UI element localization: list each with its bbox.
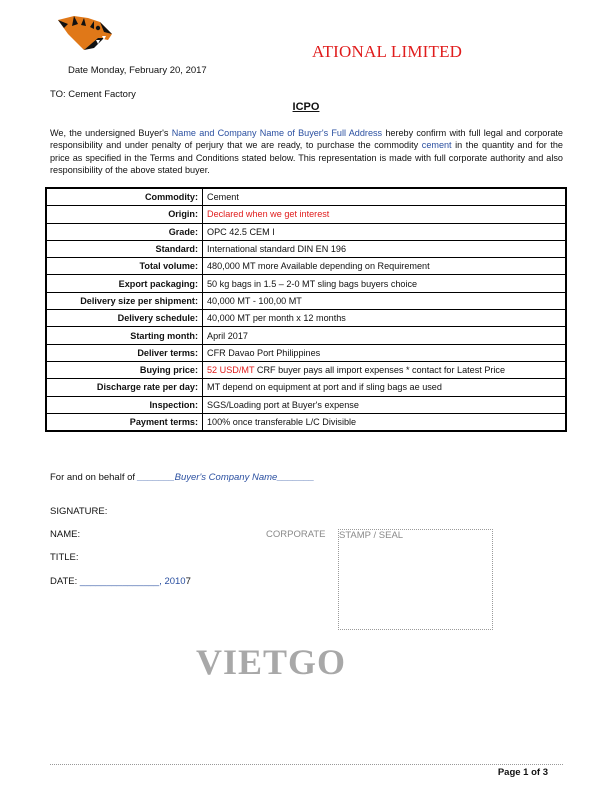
terms-row <box>46 327 566 344</box>
term-label: Delivery schedule: <box>46 310 203 327</box>
term-value: OPC 42.5 CEM I <box>203 223 567 240</box>
terms-row <box>46 344 566 361</box>
name-label: NAME: <box>50 529 81 540</box>
term-value: 100% once transferable L/C Divisible <box>203 413 567 431</box>
date-label: DATE: <box>50 576 80 587</box>
company-name: ATIONAL LIMITED <box>312 42 463 61</box>
terms-row <box>46 240 566 257</box>
term-value: SGS/Loading port at Buyer's expense <box>203 396 567 413</box>
term-value: Cement <box>203 188 567 206</box>
terms-row <box>46 223 566 240</box>
date-suffix: 7 <box>185 576 191 587</box>
letter-date: Date Monday, February 20, 2017 <box>68 65 207 76</box>
term-label: Commodity: <box>46 188 203 206</box>
term-label: Grade: <box>46 223 203 240</box>
document-title: ICPO <box>292 101 320 113</box>
terms-row <box>46 188 566 206</box>
term-label: Inspection: <box>46 396 203 413</box>
date-blank: _______________, 2010 <box>79 576 186 587</box>
terms-row <box>46 361 566 378</box>
term-value: 40,000 MT - 100,00 MT <box>203 292 567 309</box>
behalf-prefix: For and on behalf of <box>50 472 138 483</box>
term-value: International standard DIN EN 196 <box>203 240 567 257</box>
terms-row <box>46 310 566 327</box>
term-value: 40,000 MT per month x 12 months <box>203 310 567 327</box>
commodity-highlight: cement <box>421 140 452 151</box>
price-note: CRF buyer pays all import expenses * contact for Latest Price <box>254 365 506 376</box>
term-label: Total volume: <box>46 258 203 275</box>
term-label: Starting month: <box>46 327 203 344</box>
term-label: Discharge rate per day: <box>46 379 203 396</box>
terms-row <box>46 413 566 431</box>
terms-row <box>46 379 566 396</box>
buyer-company-placeholder: _______Buyer's Company Name_______ <box>137 472 315 483</box>
title-label: TITLE: <box>50 552 79 563</box>
term-value: 50 kg bags in 1.5 – 2-0 MT sling bags buyers choice <box>203 275 567 292</box>
signature-label: SIGNATURE: <box>50 506 108 517</box>
term-label: Standard: <box>46 240 203 257</box>
footer-divider <box>50 764 563 765</box>
term-label: Deliver terms: <box>46 344 203 361</box>
term-value <box>203 361 567 378</box>
intro-text: hereby confirm with full legal and corporate responsibility and under penalty of perjury that we are ready, to purchase the commodity <box>50 128 563 151</box>
page-number: Page 1 of 3 <box>497 767 548 778</box>
buyer-name-placeholder: Name and Company Name of Buyer's Full Address <box>171 128 383 138</box>
terms-table <box>45 187 567 432</box>
term-label: Payment terms: <box>46 413 203 431</box>
date-field <box>50 576 191 587</box>
term-value: Declared when we get interest <box>203 206 567 223</box>
price-value: 52 USD/MT <box>207 365 255 376</box>
terms-row <box>46 275 566 292</box>
terms-row <box>46 258 566 275</box>
behalf-line <box>50 472 314 483</box>
term-value: CFR Davao Port Philippines <box>203 344 567 361</box>
recipient: TO: Cement Factory <box>50 89 136 100</box>
stamp-seal-box <box>338 529 493 630</box>
tiger-head-logo <box>54 12 116 54</box>
watermark: VIETGO <box>196 642 347 682</box>
intro-text: in the quantity and for the price as specified in the Terms and Conditions stated below. This representation is made with full corporate authority and also responsibility of the above stated buyer. <box>50 140 563 175</box>
intro-text: We, the undersigned Buyer's <box>50 128 172 138</box>
intro-paragraph <box>50 127 563 176</box>
term-value: April 2017 <box>203 327 567 344</box>
terms-row <box>46 206 566 223</box>
corporate-label: CORPORATE <box>266 529 326 540</box>
terms-row <box>46 292 566 309</box>
term-label: Buying price: <box>46 361 203 378</box>
stamp-label: STAMP / SEAL <box>339 530 404 541</box>
term-value: 480,000 MT more Available depending on Requirement <box>203 258 567 275</box>
terms-row <box>46 396 566 413</box>
term-label: Export packaging: <box>46 275 203 292</box>
term-value: MT depend on equipment at port and if sling bags ae used <box>203 379 567 396</box>
term-label: Origin: <box>46 206 203 223</box>
term-label: Delivery size per shipment: <box>46 292 203 309</box>
